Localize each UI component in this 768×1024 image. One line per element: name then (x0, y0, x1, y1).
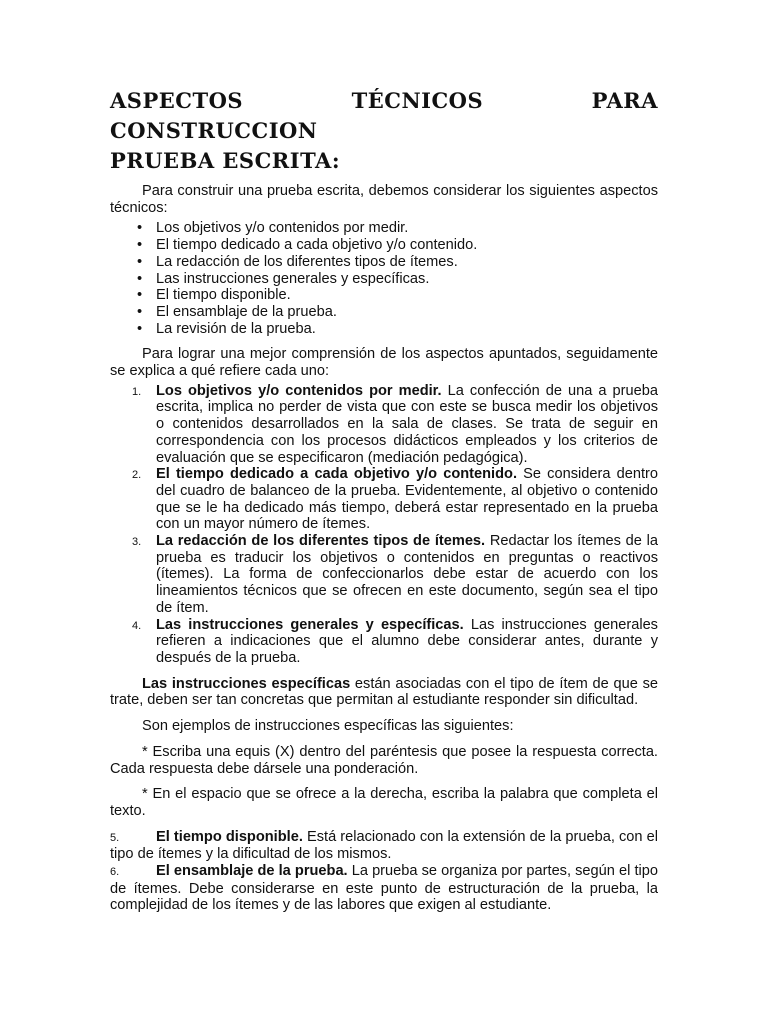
numbered-item-3 (132, 533, 658, 617)
item-body: La prueba se organiza por partes, según el tipo de ítemes. Debe considerarse en este punto de estructuración de la prueba, la complejidad de los ítemes y de las labores que exigen al estudiante. (110, 863, 658, 914)
example-2: * En el espacio que se ofrece a la derecha, escriba la palabra que completa el texto. (110, 786, 658, 819)
numbered-item-4 (132, 616, 658, 667)
item-number: 1. (132, 385, 142, 398)
list-item: • El ensamblaje de la prueba. (156, 304, 658, 321)
item-heading: El tiempo disponible. (156, 828, 303, 845)
item-heading: El ensamblaje de la prueba. (156, 863, 348, 880)
item-body: Se considera dentro del cuadro de balanceo de la prueba. Evidentemente, al objetivo o contenido que se le ha dedicado más tiempo, deberá estar representado en la prueba con un mayor número de ítemes. (156, 466, 658, 533)
explanation-intro: Para lograr una mejor comprensión de los aspectos apuntados, seguidamente se explica a qué refiere cada uno: (110, 346, 658, 380)
item-body: La confección de una a prueba escrita, implica no perder de vista que con este se busca medir los objetivos o contenidos desarrollados en la sala de clases. Se trata de seguir en correspondencia con los procesos didácticos empleados y los criterios de evaluación que se especificaron (mediación pedagógica). (156, 382, 658, 466)
numbered-item-6 (110, 863, 658, 914)
list-item: • La redacción de los diferentes tipos de ítemes. (156, 254, 658, 271)
example-1: * Escriba una equis (X) dentro del paréntesis que posee la respuesta correcta. Cada respuesta debe dársele una ponderación. (110, 743, 658, 777)
list-item: • Los objetivos y/o contenidos por medir. (156, 220, 658, 237)
numbered-item-2 (132, 466, 658, 533)
list-item: • La revisión de la prueba. (156, 321, 658, 338)
intro-paragraph: Para construir una prueba escrita, debemos considerar los siguientes aspectos técnicos: (110, 183, 658, 216)
item-heading: La redacción de los diferentes tipos de ítemes. (156, 533, 486, 550)
item-heading: El tiempo dedicado a cada objetivo y/o contenido. (156, 466, 517, 483)
numbered-item-1 (132, 382, 658, 467)
item-number: 3. (132, 536, 142, 549)
numbered-item-5 (110, 829, 658, 863)
numbered-explanations (110, 383, 658, 667)
aspects-list (110, 220, 658, 337)
item-number: 5. (110, 831, 120, 844)
specific-heading: Las instrucciones específicas (142, 675, 351, 692)
item-number: 4. (132, 619, 142, 632)
examples-intro: Son ejemplos de instrucciones específicas las siguientes: (142, 718, 514, 735)
item-heading: Los objetivos y/o contenidos por medir. (156, 382, 442, 399)
specific-instructions-paragraph (110, 676, 658, 709)
title-line-2: PRUEBA ESCRITA: (110, 148, 341, 173)
item-body: Las instrucciones generales refieren a indicaciones que el alumno debe considerar antes, durante y después de la prueba. (156, 616, 658, 666)
item-body: Está relacionado con la extensión de la prueba, con el tipo de ítemes y la dificultad de los mismos. (110, 828, 658, 863)
list-item: • Las instrucciones generales y específicas. (156, 271, 658, 288)
list-item: • El tiempo disponible. (156, 287, 658, 304)
item-body: Redactar los ítemes de la prueba es traducir los objetivos o contenidos en preguntas o reactivos (ítemes). La forma de confeccionarlos debe estar de acuerdo con los lineamientos técnicos que se ofrecen en este documento, según sea el tipo de ítem. (156, 533, 658, 616)
list-item: • El tiempo dedicado a cada objetivo y/o contenido. (156, 237, 658, 254)
specific-body: están asociadas con el tipo de ítem de que se trate, deben ser tan concretas que permitan al estudiante responder sin dificultad. (110, 675, 658, 709)
title-line-1: ASPECTOS TÉCNICOS PARA CONSTRUCCION (110, 88, 658, 143)
item-heading: Las instrucciones generales y específicas. (156, 616, 464, 633)
item-number: 2. (132, 469, 142, 482)
document-title (110, 86, 658, 176)
item-number: 6. (110, 866, 120, 879)
